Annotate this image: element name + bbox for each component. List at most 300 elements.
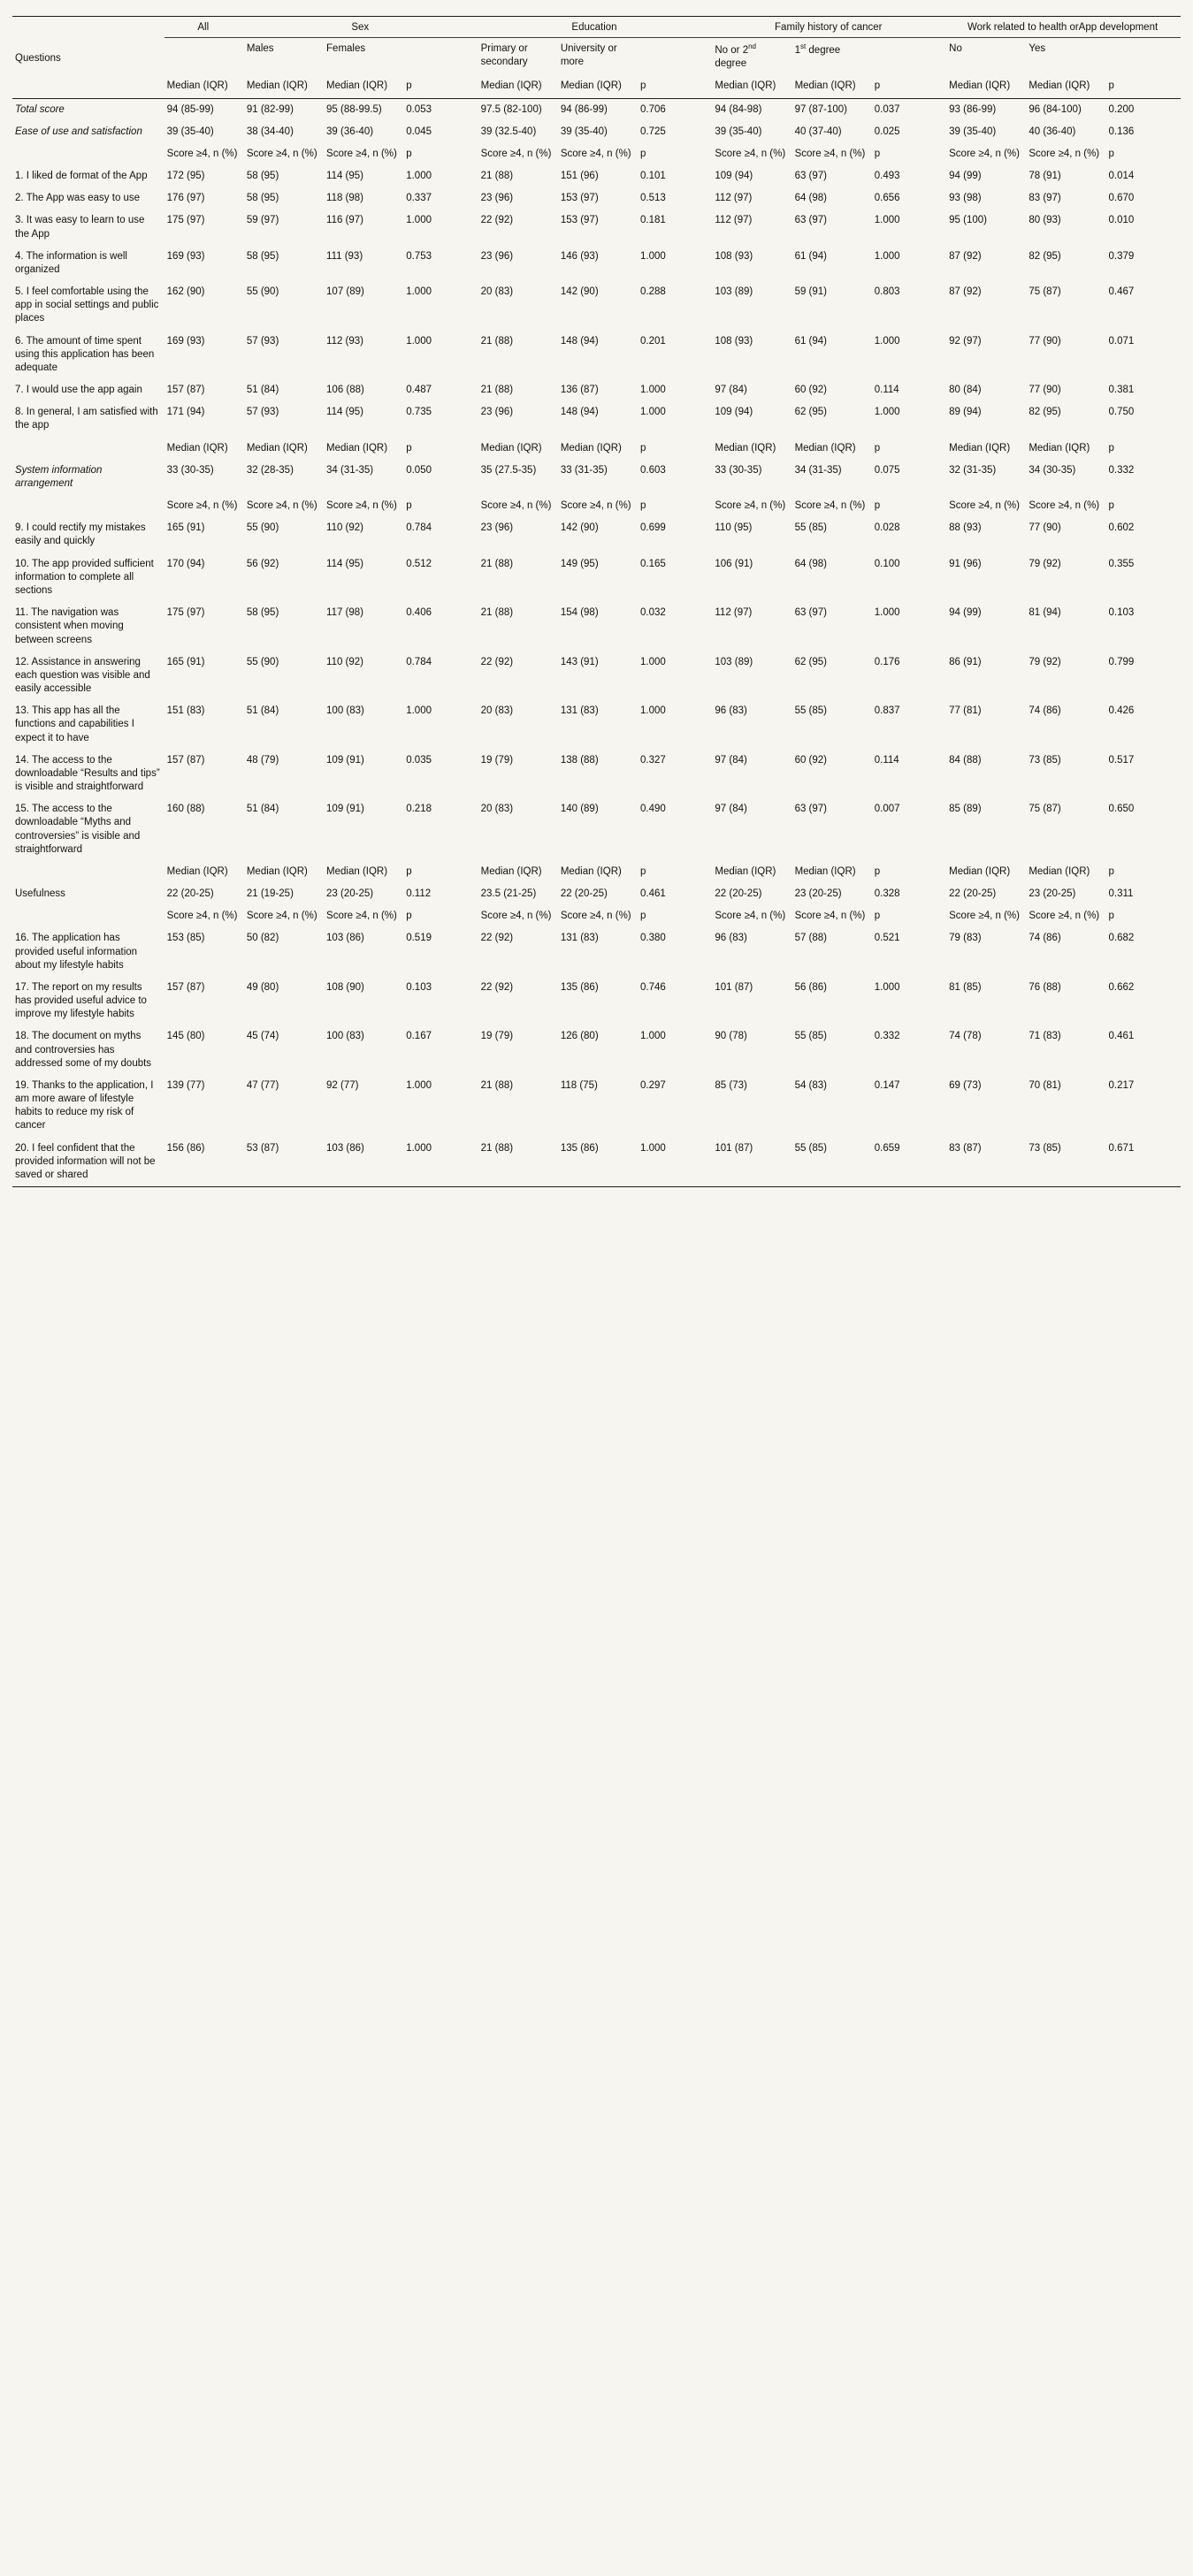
row-cell: 0.517: [1108, 754, 1135, 766]
subheader-cell: Score ≥4, n (%): [715, 911, 786, 922]
row-cell: 81 (85): [949, 981, 982, 993]
row-cell: 176 (97): [166, 193, 205, 204]
subheader-cell: Median (IQR): [794, 442, 856, 453]
row-cell: 143 (91): [560, 656, 599, 667]
row-cell: 165 (91): [166, 656, 205, 667]
table-row: [12, 927, 1181, 977]
subgroup-header-row: [12, 38, 1181, 76]
median-subheader-row: [12, 861, 1181, 883]
row-cell: 112 (97): [715, 193, 753, 204]
subheader-cell: Score ≥4, n (%): [560, 148, 631, 159]
row-cell: 118 (75): [560, 1079, 598, 1091]
row-cell: 77 (90): [1029, 335, 1061, 347]
subheader-cell: Score ≥4, n (%): [480, 500, 552, 512]
row-cell: 0.181: [640, 215, 666, 226]
table-row: [12, 553, 1181, 603]
subheader-cell: p: [1108, 865, 1114, 877]
subheader-cell: p: [640, 148, 646, 159]
row-cell: 0.699: [640, 522, 666, 534]
row-cell: 117 (98): [326, 607, 364, 619]
row-cell: 75 (87): [1029, 286, 1061, 298]
row-cell: 151 (96): [560, 171, 599, 182]
row-cell: 57 (93): [246, 407, 279, 418]
subheader-cell: Median (IQR): [480, 865, 542, 877]
row-cell: 0.512: [406, 558, 432, 569]
row-cell: 153 (97): [560, 193, 599, 204]
subheader-blank: [12, 143, 164, 165]
row-cell: 92 (97): [949, 335, 982, 347]
row-label: 2. The App was easy to use: [15, 193, 141, 204]
row-label: 12. Assistance in answering each question was visible and easily accessible: [15, 656, 150, 695]
stat-primary: Median (IQR): [478, 75, 558, 98]
table-row: [12, 187, 1181, 210]
row-cell: 59 (97): [246, 215, 279, 226]
subheader-cell: Score ≥4, n (%): [326, 500, 397, 512]
row-cell: 0.100: [874, 558, 900, 569]
row-cell: 22 (20-25): [166, 888, 214, 900]
row-cell: 1.000: [406, 286, 432, 298]
row-cell: 1.000: [406, 705, 432, 717]
subheader-cell: Median (IQR): [246, 442, 308, 453]
row-cell: 82 (95): [1029, 250, 1061, 262]
row-cell: 23.5 (21-25): [480, 888, 537, 900]
row-cell: 160 (88): [166, 804, 205, 815]
row-cell: 89 (94): [949, 407, 982, 418]
row-cell: 116 (97): [326, 215, 364, 226]
subheader-blank: [12, 905, 164, 927]
row-cell: 0.136: [1108, 126, 1135, 137]
row-cell: 22 (20-25): [560, 888, 608, 900]
row-cell: 58 (95): [246, 250, 279, 262]
row-cell: 1.000: [640, 656, 666, 667]
row-cell: 81 (94): [1029, 607, 1061, 619]
row-cell: 1.000: [640, 407, 666, 418]
row-cell: 49 (80): [246, 981, 279, 993]
subheader-cell: Score ≥4, n (%): [1029, 911, 1100, 922]
row-cell: 148 (94): [560, 335, 599, 347]
table-row: [12, 210, 1181, 245]
row-cell: 47 (77): [246, 1079, 279, 1091]
row-cell: 39 (36-40): [326, 126, 374, 137]
table-row: [12, 1025, 1181, 1075]
subheader-cell: Median (IQR): [715, 865, 776, 877]
group-family-history: Family history of cancer: [712, 17, 946, 38]
row-cell: 22 (92): [480, 215, 514, 226]
subgroup-blank-fam-p: [872, 38, 946, 76]
row-cell: 63 (97): [794, 215, 827, 226]
row-cell: 0.670: [1108, 193, 1135, 204]
subheader-cell: Median (IQR): [326, 865, 388, 877]
subheader-cell: Score ≥4, n (%): [480, 148, 552, 159]
row-cell: 154 (98): [560, 607, 599, 619]
group-sex: Sex: [244, 17, 478, 38]
row-cell: 0.332: [1108, 464, 1135, 476]
row-cell: 110 (95): [715, 522, 753, 534]
row-cell: 103 (89): [715, 286, 753, 298]
row-cell: 39 (35-40): [166, 126, 214, 137]
stat-row-blank: [12, 75, 164, 98]
row-cell: 23 (20-25): [794, 888, 842, 900]
table-row: [12, 977, 1181, 1026]
row-cell: 96 (83): [715, 933, 747, 944]
row-cell: 55 (85): [794, 1031, 827, 1042]
corner-blank: [12, 17, 164, 38]
row-cell: 93 (86-99): [949, 103, 997, 115]
row-label: 16. The application has provided useful information about my lifestyle habits: [15, 933, 138, 971]
row-cell: 62 (95): [794, 407, 827, 418]
row-cell: 101 (87): [712, 1138, 792, 1187]
row-cell: 53 (87): [244, 1138, 324, 1187]
subheader-cell: Score ≥4, n (%): [1029, 148, 1100, 159]
row-cell: 0.045: [406, 126, 432, 137]
row-cell: 77 (90): [1029, 385, 1061, 396]
group-work-related: Work related to health orApp development: [946, 17, 1181, 38]
row-cell: 165 (91): [166, 522, 205, 534]
row-cell: 74 (86): [1029, 933, 1061, 944]
median-subheader-row: [12, 438, 1181, 460]
subheader-cell: p: [640, 500, 646, 512]
row-cell: 171 (94): [166, 407, 205, 418]
row-cell: 142 (90): [560, 522, 599, 534]
subgroup-blank-work-p: [1106, 38, 1181, 76]
row-cell: 108 (93): [715, 335, 753, 347]
row-cell: 0.837: [874, 705, 900, 717]
subheader-cell: Score ≥4, n (%): [794, 911, 866, 922]
subheader-cell: Median (IQR): [166, 865, 228, 877]
subheader-cell: Score ≥4, n (%): [949, 911, 1020, 922]
row-cell: 1.000: [874, 215, 900, 226]
subheader-blank: [12, 438, 164, 460]
row-cell: 1.000: [874, 607, 900, 619]
row-cell: 79 (83): [949, 933, 982, 944]
subheader-cell: Median (IQR): [166, 442, 228, 453]
row-cell: 136 (87): [560, 385, 599, 396]
subheader-cell: p: [874, 148, 881, 159]
row-cell: 0.725: [640, 126, 666, 137]
table-row: [12, 798, 1181, 861]
subgroup-blank-all: [164, 38, 244, 76]
row-cell: 156 (86): [164, 1138, 244, 1187]
subheader-cell: Score ≥4, n (%): [794, 500, 866, 512]
row-cell: 0.662: [1108, 981, 1135, 993]
row-cell: 60 (92): [794, 754, 827, 766]
row-label: 5. I feel comfortable using the app in social settings and public places: [15, 286, 159, 324]
subheader-cell: Score ≥4, n (%): [1029, 500, 1100, 512]
row-cell: 112 (93): [326, 335, 364, 347]
row-cell: 22 (20-25): [949, 888, 997, 900]
table-row: [12, 1075, 1181, 1138]
row-label: 17. The report on my results has provided useful advice to improve my lifestyle habits: [15, 981, 147, 1020]
subheader-blank: [12, 495, 164, 517]
subheader-cell: Score ≥4, n (%): [246, 911, 317, 922]
row-cell: 109 (91): [326, 804, 364, 815]
row-cell: 114 (95): [326, 407, 364, 418]
row-cell: 0.165: [640, 558, 666, 569]
stat-1st: Median (IQR): [792, 75, 872, 98]
row-label: 6. The amount of time spent using this application has been adequate: [15, 335, 155, 373]
table-row: [12, 165, 1181, 187]
row-cell: 22 (92): [480, 933, 514, 944]
subheader-cell: Median (IQR): [560, 442, 622, 453]
row-cell: 60 (92): [794, 385, 827, 396]
row-cell: 0.288: [640, 286, 666, 298]
row-cell: 70 (81): [1029, 1079, 1061, 1091]
row-cell: 1.000: [874, 335, 900, 347]
row-cell: 94 (84-98): [715, 103, 762, 115]
row-label: 19. Thanks to the application, I am more aware of lifestyle habits to reduce my risk of cancer: [15, 1079, 154, 1132]
table-body: [12, 98, 1181, 1187]
row-label: 3. It was easy to learn to use the App: [15, 215, 145, 240]
row-label: 4. The information is well organized: [15, 250, 127, 275]
row-cell: 170 (94): [166, 558, 205, 569]
row-cell: 38 (34-40): [246, 126, 294, 137]
row-cell: 92 (77): [326, 1079, 359, 1091]
row-cell: 87 (92): [949, 250, 982, 262]
subheader-cell: p: [640, 442, 646, 453]
row-cell: 0.355: [1108, 558, 1135, 569]
row-cell: 19 (79): [480, 1031, 514, 1042]
row-cell: 39 (35-40): [715, 126, 762, 137]
row-cell: 23 (96): [480, 522, 514, 534]
score-subheader-row: [12, 143, 1181, 165]
row-label: 20. I feel confident that the provided information will not be saved or shared: [12, 1138, 164, 1187]
row-cell: 0.650: [1108, 804, 1135, 815]
subheader-cell: p: [1108, 442, 1114, 453]
row-cell: 112 (97): [715, 215, 753, 226]
subheader-cell: Score ≥4, n (%): [715, 500, 786, 512]
row-cell: 32 (31-35): [949, 464, 997, 476]
row-cell: 97 (84): [715, 754, 747, 766]
row-cell: 0.461: [640, 888, 666, 900]
subheader-cell: Median (IQR): [949, 865, 1011, 877]
row-cell: 58 (95): [246, 607, 279, 619]
row-cell: 0.103: [1108, 607, 1135, 619]
row-cell: 0.750: [1108, 407, 1135, 418]
stat-header-row: [12, 75, 1181, 98]
row-cell: 21 (19-25): [246, 888, 294, 900]
row-cell: 1.000: [874, 407, 900, 418]
row-cell: 23 (96): [480, 193, 514, 204]
row-cell: 73 (85): [1029, 754, 1061, 766]
row-cell: 50 (82): [246, 933, 279, 944]
subheader-cell: Score ≥4, n (%): [166, 911, 238, 922]
row-cell: 1.000: [406, 1079, 432, 1091]
table-row: [12, 379, 1181, 401]
table-row: [12, 1138, 1181, 1187]
row-label: 18. The document on myths and controversies has addressed some of my doubts: [15, 1031, 152, 1069]
row-cell: 0.735: [406, 407, 432, 418]
subgroup-no-or-2nd-degree: [712, 38, 792, 76]
table-sheet: [0, 0, 1193, 1196]
row-cell: 64 (98): [794, 558, 827, 569]
row-cell: 80 (84): [949, 385, 982, 396]
stat-sex-p: p: [403, 75, 478, 98]
row-cell: 0.513: [640, 193, 666, 204]
row-cell: 114 (95): [326, 558, 364, 569]
row-cell: 63 (97): [794, 607, 827, 619]
row-cell: 69 (73): [949, 1079, 982, 1091]
row-cell: 1.000: [406, 335, 432, 347]
row-cell: 0.671: [1106, 1138, 1181, 1187]
row-cell: 0.007: [874, 804, 900, 815]
row-cell: 55 (85): [792, 1138, 872, 1187]
row-cell: 0.682: [1108, 933, 1135, 944]
row-cell: 157 (87): [166, 981, 205, 993]
row-cell: 0.753: [406, 250, 432, 262]
row-cell: 78 (91): [1029, 171, 1061, 182]
row-cell: 57 (88): [794, 933, 827, 944]
row-cell: 0.602: [1108, 522, 1135, 534]
row-cell: 84 (88): [949, 754, 982, 766]
row-cell: 135 (86): [560, 981, 599, 993]
row-cell: 0.493: [874, 171, 900, 182]
row-label: Total score: [15, 103, 65, 115]
row-cell: 39 (35-40): [560, 126, 608, 137]
stat-fam-p: p: [872, 75, 946, 98]
row-cell: 94 (99): [949, 171, 982, 182]
row-cell: 110 (92): [326, 656, 364, 667]
row-cell: 40 (36-40): [1029, 126, 1076, 137]
row-cell: 58 (95): [246, 171, 279, 182]
row-cell: 57 (93): [246, 335, 279, 347]
row-cell: 23 (20-25): [326, 888, 374, 900]
row-cell: 76 (88): [1029, 981, 1061, 993]
subheader-cell: Median (IQR): [326, 442, 388, 453]
row-cell: 93 (98): [949, 193, 982, 204]
row-cell: 107 (89): [326, 286, 364, 298]
row-cell: 96 (84-100): [1029, 103, 1082, 115]
row-cell: 0.010: [1108, 215, 1135, 226]
row-cell: 56 (86): [794, 981, 827, 993]
subheader-cell: Score ≥4, n (%): [715, 148, 786, 159]
subheader-cell: Median (IQR): [794, 865, 856, 877]
subheader-cell: p: [874, 865, 881, 877]
row-cell: 55 (90): [246, 656, 279, 667]
row-cell: 55 (85): [794, 522, 827, 534]
row-cell: 74 (78): [949, 1031, 982, 1042]
stat-all: Median (IQR): [164, 75, 244, 98]
row-cell: 77 (90): [1029, 522, 1061, 534]
row-cell: 1.000: [874, 981, 900, 993]
row-cell: 0.784: [406, 656, 432, 667]
subheader-cell: Score ≥4, n (%): [246, 148, 317, 159]
row-cell: 95 (88-99.5): [326, 103, 382, 115]
row-cell: 32 (28-35): [246, 464, 294, 476]
row-cell: 59 (91): [794, 286, 827, 298]
row-cell: 34 (31-35): [326, 464, 374, 476]
row-cell: 56 (92): [246, 558, 279, 569]
row-cell: 169 (93): [166, 335, 205, 347]
row-cell: 0.426: [1108, 705, 1135, 717]
subheader-cell: p: [874, 442, 881, 453]
row-cell: 169 (93): [166, 250, 205, 262]
row-cell: 73 (85): [1026, 1138, 1105, 1187]
row-cell: 21 (88): [480, 335, 514, 347]
row-cell: 45 (74): [246, 1031, 279, 1042]
row-label: 7. I would use the app again: [15, 385, 142, 396]
row-cell: 83 (87): [946, 1138, 1026, 1187]
subgroup-1st-degree: [792, 38, 872, 76]
row-cell: 48 (79): [246, 754, 279, 766]
row-cell: 23 (96): [480, 250, 514, 262]
row-cell: 0.656: [874, 193, 900, 204]
row-cell: 162 (90): [166, 286, 205, 298]
row-cell: 109 (94): [715, 171, 753, 182]
table-row: [12, 517, 1181, 553]
table-row: [12, 883, 1181, 905]
row-cell: 0.803: [874, 286, 900, 298]
subheader-cell: Score ≥4, n (%): [794, 148, 866, 159]
row-cell: 97 (84): [715, 385, 747, 396]
row-cell: 1.000: [640, 705, 666, 717]
row-cell: 79 (92): [1029, 656, 1061, 667]
row-cell: 0.101: [640, 171, 666, 182]
table-row: [12, 246, 1181, 281]
row-cell: 97 (84): [715, 804, 747, 815]
row-label: Usefulness: [15, 888, 65, 900]
table-row: [12, 401, 1181, 437]
row-cell: 172 (95): [166, 171, 205, 182]
row-cell: 145 (80): [166, 1031, 205, 1042]
row-cell: 149 (95): [560, 558, 599, 569]
row-cell: 148 (94): [560, 407, 599, 418]
row-cell: 0.028: [874, 522, 900, 534]
row-cell: 75 (87): [1029, 804, 1061, 815]
results-table: [12, 16, 1181, 1187]
row-cell: 109 (91): [326, 754, 364, 766]
row-cell: 51 (84): [246, 705, 279, 717]
table-header: [12, 17, 1181, 99]
row-cell: 0.799: [1108, 656, 1135, 667]
row-cell: 139 (77): [166, 1079, 205, 1091]
subheader-blank: [12, 861, 164, 883]
row-cell: 0.053: [406, 103, 432, 115]
row-cell: 1.000: [638, 1138, 712, 1187]
row-cell: 103 (86): [324, 1138, 403, 1187]
row-cell: 1.000: [640, 250, 666, 262]
score-subheader-row: [12, 905, 1181, 927]
row-cell: 97.5 (82-100): [480, 103, 542, 115]
row-cell: 21 (88): [480, 607, 514, 619]
row-label: System information arrangement: [15, 464, 103, 489]
subheader-cell: p: [1108, 148, 1114, 159]
subgroup-no-or-2nd-degree-text: No or 2nd degree: [715, 42, 756, 70]
row-cell: 157 (87): [166, 385, 205, 396]
subheader-cell: p: [406, 442, 412, 453]
row-cell: 131 (83): [560, 705, 599, 717]
subheader-cell: Score ≥4, n (%): [326, 911, 397, 922]
group-header-row: [12, 17, 1181, 38]
subheader-cell: Score ≥4, n (%): [560, 911, 631, 922]
row-cell: 0.328: [874, 888, 900, 900]
row-cell: 126 (80): [560, 1031, 599, 1042]
row-cell: 20 (83): [480, 705, 514, 717]
row-cell: 97 (87-100): [794, 103, 848, 115]
row-label: 15. The access to the downloadable “Myths and controversies” is visible and straightforward: [15, 804, 141, 855]
subheader-cell: p: [406, 148, 412, 159]
row-cell: 62 (95): [794, 656, 827, 667]
subheader-cell: Score ≥4, n (%): [326, 148, 397, 159]
row-cell: 0.218: [406, 804, 432, 815]
subheader-cell: Score ≥4, n (%): [166, 500, 238, 512]
row-cell: 0.112: [406, 888, 432, 900]
row-cell: 87 (92): [949, 286, 982, 298]
row-cell: 21 (88): [480, 1079, 514, 1091]
stat-no-2nd: Median (IQR): [712, 75, 792, 98]
row-cell: 142 (90): [560, 286, 599, 298]
row-label: 13. This app has all the functions and capabilities I expect it to have: [15, 705, 134, 743]
row-cell: 21 (88): [480, 171, 514, 182]
